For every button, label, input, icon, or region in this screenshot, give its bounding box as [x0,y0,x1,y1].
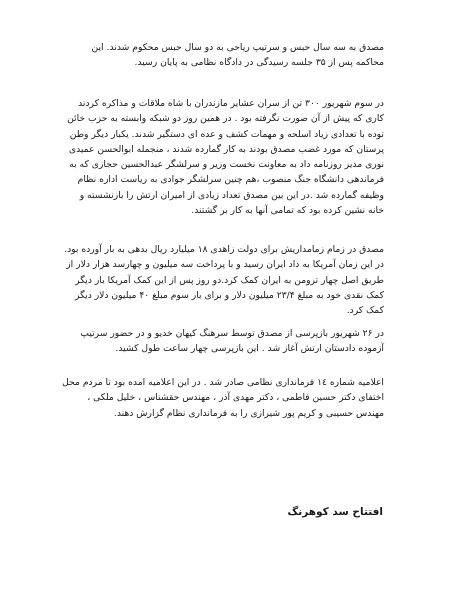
paragraph-sentence-verdict: مصدق به سه سال حبس و سرتیپ ریاحی به دو سال حبس محکوم شدند. این محاکمه پس از ۳۵ جلسه رسیدگی در دادگاه نظامی به پایان رسید. [91,42,384,69]
paragraph-us-aid: مصدق در زمام زمامداریش برای دولت زاهدی ۱۸ میلیارد ریال بدهی به بار آورده بود. در این زمان آمریکا به داد ایران رسید و با پرداخت سه میلیون و چهارسد هزار دلار از طریق اصل چهار ترومن به ایران کمک کرد.دو روز پس از این کمک آمریکا بار دیگر کمک نقدی خود به مبلغ ۲۳/۴ میلیون دلار و برای بار سوم مبلغ ۴۰ میلیون دلار دیگر کمک کرد. [64,244,384,317]
paragraph-interrogation: در ۲۶ شهریور بازپرسی از مصدق توسط سرهنگ کیهان خدیو و در حضور سرتیپ آزموده دادستان ارتش آغاز شد . این بازپرسی چهار ساعت طول کشید. [80,328,384,355]
paragraph-shahrivar-events: در سوم شهریور ۳۰۰ تن از سران عشایر مازندران با شاه ملاقات و مذاکره کردند کاری که پیش از آن صورت نگرفته بود . در همین روز دو شبکه وابسته به حزب خائن توده با تعدادی زیاد اسلحه و مهمات کشف و عده ای دستگیر شدند. یکبار دیگر وطن پرستان که مورد غضب مصدق بودند به کار گمارده شدند ، منجمله ابوالحسن عمیدی نوری مدیر روزنامه داد به معاونت نخست وزیر و سرلشگر عبدالحسین حجازی که به فرماندهی دانشگاه جنگ منصوب ،هم چنین سرلشگر جوادی به ریاست اداره نظام وظیفه گمارده شد .در این بین مصدق تعداد زیادی از امیران ارتش را بازنشسته و خانه نشین کرده بود که تمامی آنها به کار بر گشتند. [67,98,384,217]
paragraph-martial-law-notice: اعلامیه شماره ۱٤ فرمانداری نظامی صادر شد . در این اعلامیه امده بود تا مردم محل اختفای دکتر حسین فاطمی ، دکتر مهدی آذر ، مهندس حقشناس ، خلیل ملکی ، مهندس حسیبی و کریم پور شیرازی را به فرمانداری نظام گزارش دهند. [62,377,384,419]
section-heading: افتتاح سد کوهرنگ [287,506,383,518]
